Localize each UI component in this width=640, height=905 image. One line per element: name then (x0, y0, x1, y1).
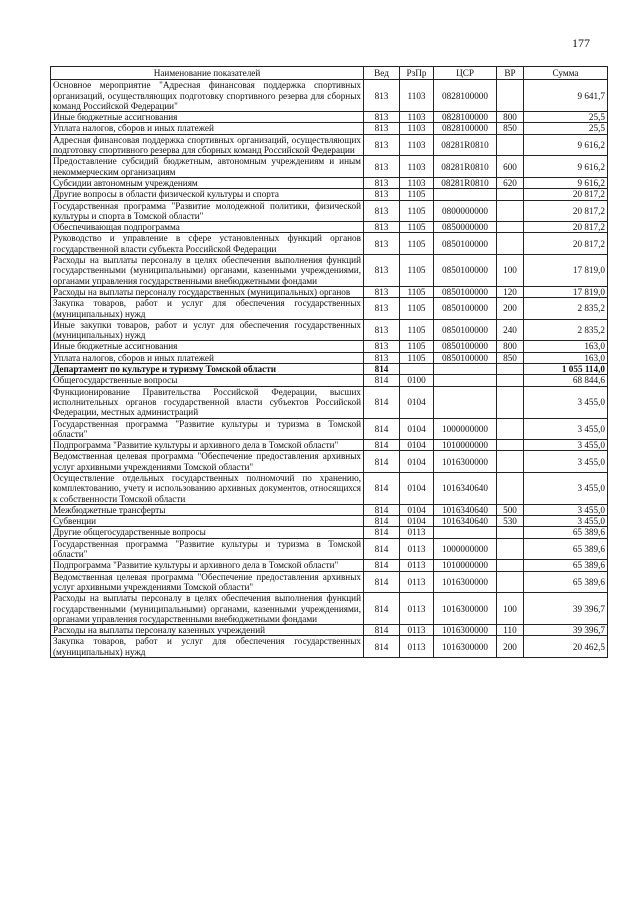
row-csr-cell: 1016300000 (434, 451, 497, 473)
row-vr-cell (497, 418, 524, 440)
row-rzpr-cell: 1103 (400, 134, 434, 156)
row-rzpr-cell: 0104 (400, 504, 434, 515)
row-vr-cell: 800 (497, 341, 524, 352)
row-name-cell: Государственная программа "Развитие культуры и туризма в Томской области" (51, 538, 364, 560)
row-sum-cell: 65 389,6 (524, 538, 608, 560)
row-rzpr-cell: 0104 (400, 516, 434, 527)
row-ved-cell: 814 (364, 625, 400, 636)
row-vr-cell: 120 (497, 286, 524, 297)
row-vr-cell: 800 (497, 112, 524, 123)
table-row (51, 375, 608, 386)
row-vr-cell (497, 538, 524, 560)
row-sum-cell: 163,0 (524, 352, 608, 363)
row-rzpr-cell: 0113 (400, 560, 434, 571)
row-sum-cell: 163,0 (524, 341, 608, 352)
table-row (51, 200, 608, 222)
row-vr-cell: 100 (497, 255, 524, 287)
row-sum-cell: 2 835,2 (524, 298, 608, 320)
table-row (51, 386, 608, 418)
row-ved-cell: 814 (364, 527, 400, 538)
table-row (51, 222, 608, 233)
row-ved-cell: 813 (364, 123, 400, 134)
row-csr-cell: 0850100000 (434, 352, 497, 363)
table-row (51, 451, 608, 473)
row-sum-cell: 3 455,0 (524, 504, 608, 515)
table-row (51, 527, 608, 538)
table-row (51, 440, 608, 451)
row-vr-cell (497, 233, 524, 255)
row-name-cell: Закупка товаров, работ и услуг для обеспечения государственных (муниципальных) нужд (51, 298, 364, 320)
row-csr-cell: 0850100000 (434, 319, 497, 341)
header-ved: Вед (364, 67, 400, 80)
row-name-cell: Расходы на выплаты персоналу казенных учреждений (51, 625, 364, 636)
table-row (51, 112, 608, 123)
table-row (51, 571, 608, 593)
row-name-cell: Другие вопросы в области физической культуры и спорта (51, 189, 364, 200)
table-row (51, 298, 608, 320)
row-rzpr-cell: 1105 (400, 233, 434, 255)
row-vr-cell (497, 375, 524, 386)
table-body (51, 80, 608, 658)
table-row (51, 352, 608, 363)
row-name-cell: Расходы на выплаты персоналу в целях обеспечения выполнения функций государственными (муниципальными) органами, казенными учреждениями, органами управления государственными внебюджетными фондами (51, 255, 364, 287)
row-vr-cell (497, 571, 524, 593)
row-sum-cell: 3 455,0 (524, 386, 608, 418)
row-rzpr-cell: 1105 (400, 255, 434, 287)
row-rzpr-cell: 1105 (400, 200, 434, 222)
row-csr-cell (434, 386, 497, 418)
row-csr-cell: 0828100000 (434, 112, 497, 123)
row-ved-cell: 813 (364, 298, 400, 320)
row-vr-cell (497, 364, 524, 375)
row-name-cell: Предоставление субсидий бюджетным, автономным учреждениям и иным некоммерческим организациям (51, 156, 364, 178)
row-name-cell: Иные бюджетные ассигнования (51, 341, 364, 352)
row-sum-cell: 9 616,2 (524, 134, 608, 156)
table-header-row (51, 67, 608, 80)
table-row (51, 341, 608, 352)
row-ved-cell: 814 (364, 593, 400, 625)
row-rzpr-cell (400, 364, 434, 375)
row-ved-cell: 813 (364, 319, 400, 341)
row-sum-cell: 3 455,0 (524, 472, 608, 504)
row-csr-cell: 1016300000 (434, 593, 497, 625)
row-sum-cell: 25,5 (524, 123, 608, 134)
row-ved-cell: 814 (364, 418, 400, 440)
header-name: Наименование показателей (51, 67, 364, 80)
row-name-cell: Подпрограмма "Развитие культуры и архивного дела в Томской области" (51, 440, 364, 451)
row-name-cell: Межбюджетные трансферты (51, 504, 364, 515)
row-name-cell: Подпрограмма "Развитие культуры и архивного дела в Томской области" (51, 560, 364, 571)
header-sum: Сумма (524, 67, 608, 80)
row-csr-cell: 0828100000 (434, 123, 497, 134)
row-name-cell: Осуществление отдельных государственных полномочий по хранению, комплектованию, учету и использованию архивных документов, относящихся к собственности Томской области (51, 472, 364, 504)
row-ved-cell: 814 (364, 516, 400, 527)
row-rzpr-cell: 1105 (400, 189, 434, 200)
row-vr-cell: 620 (497, 177, 524, 188)
row-sum-cell: 20 817,2 (524, 200, 608, 222)
row-sum-cell: 65 389,6 (524, 560, 608, 571)
row-csr-cell (434, 527, 497, 538)
row-sum-cell: 17 819,0 (524, 255, 608, 287)
table-row (51, 156, 608, 178)
row-rzpr-cell: 0104 (400, 472, 434, 504)
row-rzpr-cell: 1105 (400, 298, 434, 320)
row-ved-cell: 814 (364, 451, 400, 473)
row-ved-cell: 813 (364, 177, 400, 188)
row-rzpr-cell: 0113 (400, 527, 434, 538)
row-rzpr-cell: 1105 (400, 222, 434, 233)
table-row (51, 560, 608, 571)
row-csr-cell: 0850100000 (434, 255, 497, 287)
table-row (51, 177, 608, 188)
row-rzpr-cell: 1103 (400, 80, 434, 112)
row-csr-cell: 0800000000 (434, 200, 497, 222)
row-csr-cell: 1000000000 (434, 538, 497, 560)
row-name-cell: Департамент по культуре и туризму Томской области (51, 364, 364, 375)
row-sum-cell: 1 055 114,0 (524, 364, 608, 375)
row-rzpr-cell: 1105 (400, 319, 434, 341)
row-rzpr-cell: 1103 (400, 156, 434, 178)
row-sum-cell: 68 844,6 (524, 375, 608, 386)
row-sum-cell: 9 616,2 (524, 177, 608, 188)
row-sum-cell: 20 817,2 (524, 189, 608, 200)
row-name-cell: Субсидии автономным учреждениям (51, 177, 364, 188)
row-csr-cell: 1010000000 (434, 440, 497, 451)
row-name-cell: Обеспечивающая подпрограмма (51, 222, 364, 233)
row-csr-cell: 1016300000 (434, 625, 497, 636)
row-ved-cell: 813 (364, 134, 400, 156)
row-rzpr-cell: 0113 (400, 636, 434, 658)
row-name-cell: Закупка товаров, работ и услуг для обеспечения государственных (муниципальных) нужд (51, 636, 364, 658)
row-vr-cell: 600 (497, 156, 524, 178)
row-rzpr-cell: 0104 (400, 386, 434, 418)
row-csr-cell (434, 364, 497, 375)
row-ved-cell: 813 (364, 80, 400, 112)
row-sum-cell: 39 396,7 (524, 625, 608, 636)
row-ved-cell: 813 (364, 156, 400, 178)
row-vr-cell: 530 (497, 516, 524, 527)
row-rzpr-cell: 0100 (400, 375, 434, 386)
row-name-cell: Государственная программа "Развитие культуры и туризма в Томской области" (51, 418, 364, 440)
row-name-cell: Иные закупки товаров, работ и услуг для обеспечения государственных (муниципальных) нужд (51, 319, 364, 341)
row-sum-cell: 9 641,7 (524, 80, 608, 112)
row-name-cell: Ведомственная целевая программа "Обеспечение предоставления архивных услуг архивными учреждениями Томской области" (51, 571, 364, 593)
table-row (51, 286, 608, 297)
row-name-cell: Уплата налогов, сборов и иных платежей (51, 123, 364, 134)
row-vr-cell: 200 (497, 636, 524, 658)
header-vr: ВР (497, 67, 524, 80)
table-row (51, 134, 608, 156)
table-row (51, 80, 608, 112)
row-ved-cell: 813 (364, 352, 400, 363)
table-row (51, 189, 608, 200)
row-csr-cell: 1016300000 (434, 571, 497, 593)
row-sum-cell: 3 455,0 (524, 418, 608, 440)
row-ved-cell: 814 (364, 504, 400, 515)
row-name-cell: Расходы на выплаты персоналу в целях обеспечения выполнения функций государственными (муниципальными) органами, казенными учреждениями, органами управления государственными внебюджетными фондами (51, 593, 364, 625)
table-row (51, 504, 608, 515)
row-vr-cell: 110 (497, 625, 524, 636)
row-ved-cell: 814 (364, 636, 400, 658)
row-sum-cell: 9 616,2 (524, 156, 608, 178)
row-csr-cell: 1016340640 (434, 516, 497, 527)
row-ved-cell: 813 (364, 255, 400, 287)
row-csr-cell: 0828100000 (434, 80, 497, 112)
row-vr-cell: 850 (497, 352, 524, 363)
row-rzpr-cell: 1105 (400, 352, 434, 363)
row-csr-cell: 08281R0810 (434, 156, 497, 178)
row-vr-cell (497, 560, 524, 571)
row-csr-cell: 1000000000 (434, 418, 497, 440)
row-rzpr-cell: 0113 (400, 571, 434, 593)
row-sum-cell: 65 389,6 (524, 571, 608, 593)
row-sum-cell: 20 462,5 (524, 636, 608, 658)
table-row (51, 123, 608, 134)
row-csr-cell: 0850100000 (434, 233, 497, 255)
header-csr: ЦСР (434, 67, 497, 80)
page-number: 177 (572, 36, 590, 50)
row-csr-cell (434, 375, 497, 386)
row-ved-cell: 813 (364, 112, 400, 123)
row-vr-cell (497, 189, 524, 200)
table-row (51, 418, 608, 440)
row-sum-cell: 20 817,2 (524, 222, 608, 233)
table-row (51, 538, 608, 560)
row-csr-cell: 08281R0810 (434, 134, 497, 156)
table-row (51, 472, 608, 504)
table-row (51, 233, 608, 255)
row-ved-cell: 813 (364, 200, 400, 222)
row-vr-cell (497, 80, 524, 112)
row-rzpr-cell: 1105 (400, 286, 434, 297)
row-sum-cell: 20 817,2 (524, 233, 608, 255)
row-vr-cell: 240 (497, 319, 524, 341)
row-sum-cell: 2 835,2 (524, 319, 608, 341)
row-ved-cell: 813 (364, 233, 400, 255)
row-vr-cell: 100 (497, 593, 524, 625)
row-name-cell: Основное мероприятие "Адресная финансовая поддержка спортивных организаций, осуществляющих подготовку спортивного резерва для сборных команд Российской Федерации" (51, 80, 364, 112)
row-ved-cell: 814 (364, 538, 400, 560)
row-csr-cell: 08281R0810 (434, 177, 497, 188)
row-vr-cell (497, 451, 524, 473)
row-ved-cell: 814 (364, 364, 400, 375)
row-rzpr-cell: 1103 (400, 112, 434, 123)
row-name-cell: Функционирование Правительства Российской Федерации, высших исполнительных органов государственной власти субъектов Российской Федерации, местных администраций (51, 386, 364, 418)
row-name-cell: Руководство и управление в сфере установленных функций органов государственной власти субъекта Российской Федерации (51, 233, 364, 255)
row-csr-cell: 0850100000 (434, 298, 497, 320)
row-ved-cell: 814 (364, 472, 400, 504)
row-rzpr-cell: 1103 (400, 177, 434, 188)
header-rzpr: РзПр (400, 67, 434, 80)
row-vr-cell (497, 527, 524, 538)
row-rzpr-cell: 0113 (400, 625, 434, 636)
row-csr-cell (434, 189, 497, 200)
row-sum-cell: 3 455,0 (524, 440, 608, 451)
row-rzpr-cell: 0104 (400, 440, 434, 451)
row-ved-cell: 813 (364, 286, 400, 297)
row-rzpr-cell: 0113 (400, 538, 434, 560)
row-rzpr-cell: 1103 (400, 123, 434, 134)
row-vr-cell (497, 134, 524, 156)
row-vr-cell (497, 472, 524, 504)
row-ved-cell: 813 (364, 222, 400, 233)
table-row (51, 593, 608, 625)
row-ved-cell: 813 (364, 341, 400, 352)
row-sum-cell: 3 455,0 (524, 516, 608, 527)
row-rzpr-cell: 0104 (400, 451, 434, 473)
row-rzpr-cell: 0113 (400, 593, 434, 625)
row-ved-cell: 814 (364, 571, 400, 593)
row-name-cell: Уплата налогов, сборов и иных платежей (51, 352, 364, 363)
table-row (51, 625, 608, 636)
row-vr-cell (497, 200, 524, 222)
row-vr-cell: 200 (497, 298, 524, 320)
row-name-cell: Иные бюджетные ассигнования (51, 112, 364, 123)
row-sum-cell: 25,5 (524, 112, 608, 123)
row-ved-cell: 814 (364, 440, 400, 451)
row-ved-cell: 814 (364, 375, 400, 386)
row-csr-cell: 1010000000 (434, 560, 497, 571)
row-ved-cell: 813 (364, 189, 400, 200)
row-name-cell: Другие общегосударственные вопросы (51, 527, 364, 538)
row-sum-cell: 3 455,0 (524, 451, 608, 473)
row-csr-cell: 1016300000 (434, 636, 497, 658)
row-ved-cell: 814 (364, 560, 400, 571)
row-csr-cell: 0850100000 (434, 286, 497, 297)
row-vr-cell: 500 (497, 504, 524, 515)
row-ved-cell: 814 (364, 386, 400, 418)
row-vr-cell: 850 (497, 123, 524, 134)
row-rzpr-cell: 1105 (400, 341, 434, 352)
row-name-cell: Субвенции (51, 516, 364, 527)
table-row (51, 516, 608, 527)
row-rzpr-cell: 0104 (400, 418, 434, 440)
row-csr-cell: 1016340640 (434, 504, 497, 515)
row-name-cell: Расходы на выплаты персоналу государственных (муниципальных) органов (51, 286, 364, 297)
row-name-cell: Адресная финансовая поддержка спортивных организаций, осуществляющих подготовку спортивного резерва для сборных команд Российской Федерации (51, 134, 364, 156)
table-row (51, 319, 608, 341)
row-vr-cell (497, 386, 524, 418)
row-name-cell: Общегосударственные вопросы (51, 375, 364, 386)
row-name-cell: Ведомственная целевая программа "Обеспечение предоставления архивных услуг архивными учреждениями Томской области" (51, 451, 364, 473)
budget-table (50, 66, 608, 658)
table-row (51, 636, 608, 658)
row-sum-cell: 65 389,6 (524, 527, 608, 538)
row-vr-cell (497, 222, 524, 233)
row-sum-cell: 39 396,7 (524, 593, 608, 625)
table-row (51, 255, 608, 287)
row-csr-cell: 0850100000 (434, 341, 497, 352)
row-vr-cell (497, 440, 524, 451)
row-csr-cell: 1016340640 (434, 472, 497, 504)
row-sum-cell: 17 819,0 (524, 286, 608, 297)
row-csr-cell: 0850000000 (434, 222, 497, 233)
table-row (51, 364, 608, 375)
row-name-cell: Государственная программа "Развитие молодежной политики, физической культуры и спорта в Томской области" (51, 200, 364, 222)
